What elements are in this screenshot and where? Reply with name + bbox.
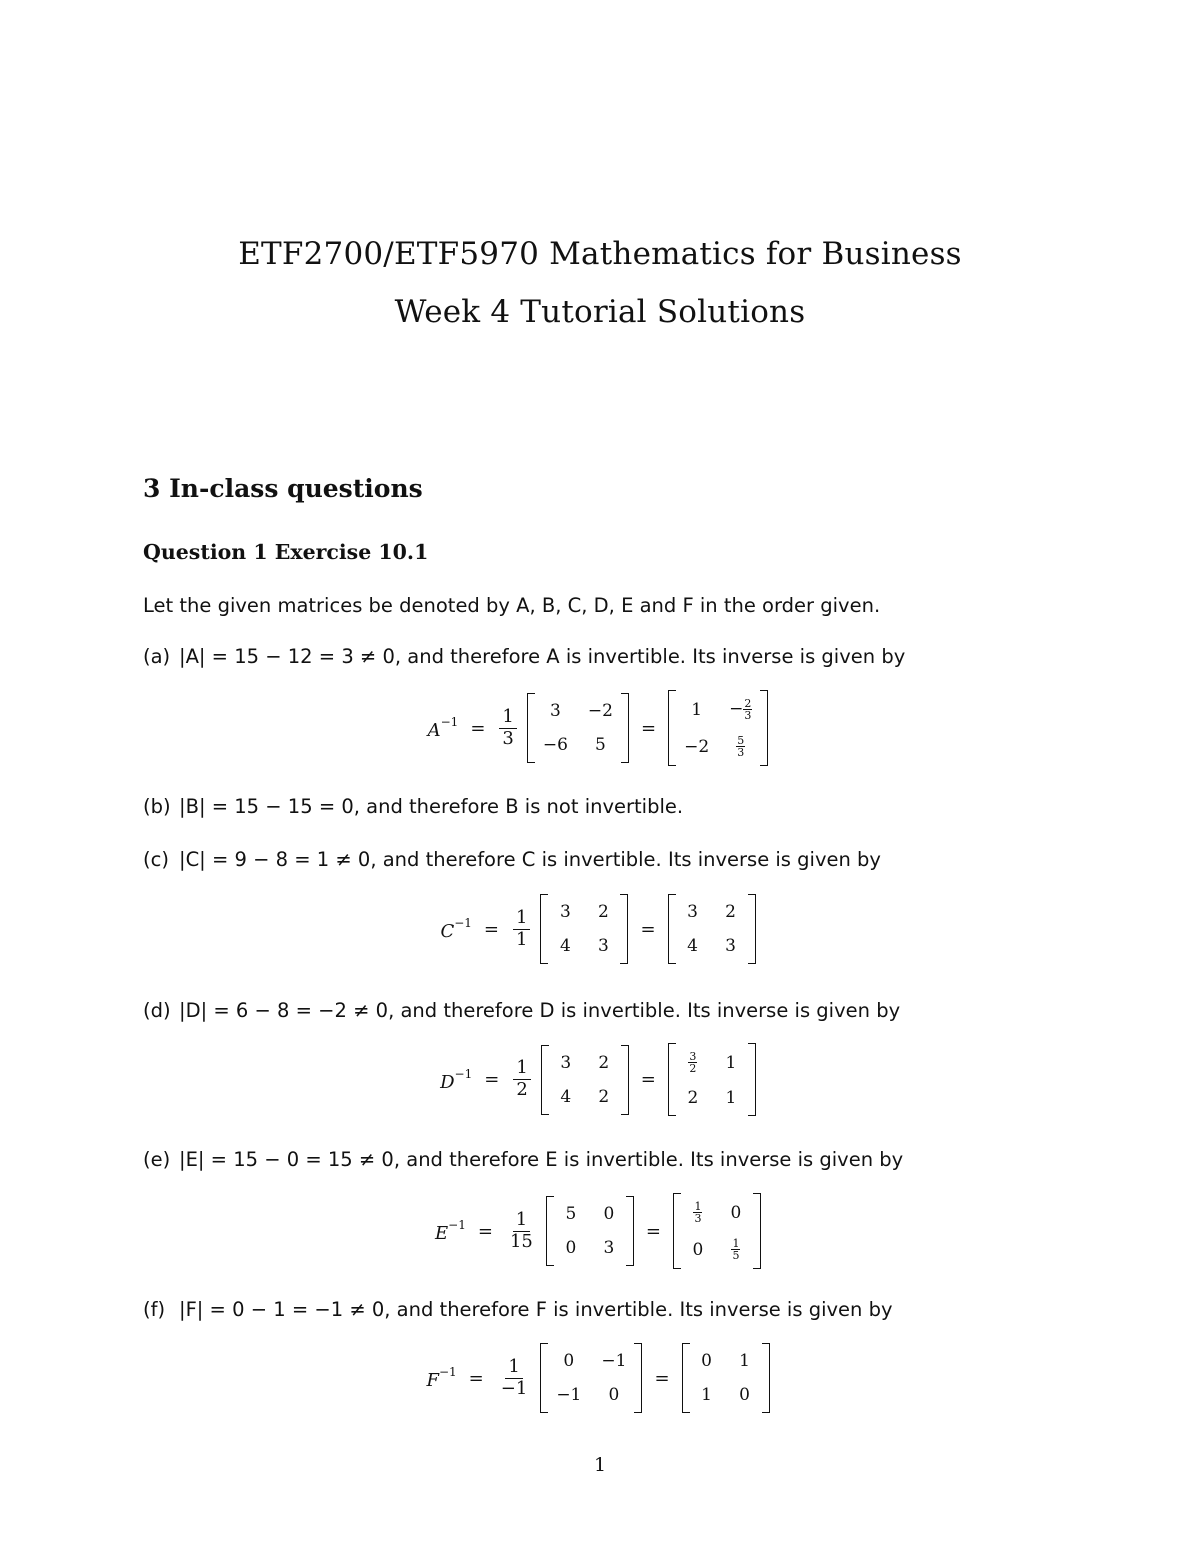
fraction-denominator: 5 [732, 1249, 740, 1262]
fraction-numerator: 5 [737, 734, 745, 747]
right-bracket [760, 690, 768, 766]
matrix-entry: 1 [691, 699, 703, 720]
matrix-entry: −6 [542, 735, 568, 755]
left-bracket [527, 693, 535, 763]
matrix-entry: 0 [563, 1351, 575, 1371]
matrix-body [681, 1193, 753, 1269]
section-heading: 3 In-class questions [143, 474, 423, 503]
left-bracket [540, 1343, 548, 1413]
part-text: |B| = 15 − 15 = 0, and therefore B is not invertible. [179, 795, 684, 818]
fraction-numerator: 2 [744, 697, 752, 710]
part-text: |F| = 0 − 1 = −1 ≠ 0, and therefore F is invertible. Its inverse is given by [179, 1298, 893, 1321]
equals-sign: = [483, 918, 500, 940]
matrix-entry: 0 [739, 1385, 750, 1405]
matrix-entry: 2 [598, 1086, 610, 1107]
inverse-equation [0, 1343, 1200, 1413]
inverse-exponent: −1 [440, 715, 459, 729]
right-bracket [748, 894, 756, 964]
part-statement [143, 999, 900, 1022]
equals-sign: = [640, 1069, 656, 1090]
equals-sign: = [654, 1367, 670, 1389]
left-bracket [668, 894, 676, 964]
adjugate-matrix [541, 1045, 629, 1115]
right-bracket [621, 1045, 629, 1115]
inline-fraction [693, 1201, 702, 1224]
adjugate-matrix [527, 693, 629, 763]
document-title: ETF2700/ETF5970 Mathematics for Business [238, 236, 962, 272]
right-bracket [762, 1343, 770, 1413]
matrix-entry: 0 [565, 1238, 577, 1258]
matrix-entry: −1 [556, 1385, 582, 1405]
part-label: (f) [143, 1298, 166, 1321]
inverse-exponent: −1 [454, 916, 472, 930]
scalar-fraction [513, 908, 530, 950]
question-intro: Let the given matrices be denoted by A, B, C, D, E and F in the order given. [143, 594, 881, 617]
left-bracket [541, 1045, 549, 1115]
fraction-numerator: 3 [689, 1050, 697, 1063]
fraction-denominator: 3 [737, 746, 745, 759]
equals-sign: = [477, 1220, 493, 1242]
matrix-body [676, 894, 748, 964]
right-bracket [626, 1196, 634, 1266]
matrix-entry: 4 [687, 936, 698, 956]
part-statement [143, 645, 905, 668]
scalar-fraction [499, 707, 516, 749]
inverse-exponent: −1 [454, 1066, 473, 1081]
equals-sign: = [468, 1367, 484, 1389]
matrix-body [548, 894, 620, 964]
inverse-symbol: $D^{-1}$ [440, 1066, 473, 1093]
fraction-numerator: 1 [732, 1237, 740, 1250]
matrix-entry: 1 [725, 1052, 737, 1073]
matrix-entry: −2 [684, 736, 710, 757]
left-bracket [540, 894, 548, 964]
question-heading: Question 1 Exercise 10.1 [143, 540, 429, 564]
matrix-entry [732, 735, 750, 758]
part-statement [143, 1298, 893, 1321]
matrix-entry: 2 [598, 902, 609, 922]
scalar-numerator: 1 [499, 707, 516, 729]
inline-fraction [736, 735, 745, 758]
inverse-equation [0, 690, 1200, 766]
matrix-entry: 3 [598, 936, 609, 956]
inverse-matrix [673, 1193, 761, 1269]
scalar-fraction [513, 1058, 530, 1100]
scalar-fraction [498, 1357, 531, 1399]
matrix-body [554, 1196, 626, 1266]
equals-sign: = [645, 1220, 661, 1242]
part-statement [143, 795, 683, 818]
matrix-entry: 3 [725, 936, 736, 956]
matrix-body [549, 1045, 621, 1115]
page-number: 1 [593, 1454, 607, 1476]
adjugate-matrix [546, 1196, 634, 1266]
left-bracket [546, 1196, 554, 1266]
right-bracket [634, 1343, 642, 1413]
matrix-entry: −1 [601, 1351, 627, 1371]
right-bracket [621, 693, 629, 763]
part-statement [143, 848, 881, 871]
scalar-denominator: 1 [516, 928, 528, 950]
matrix-entry: 1 [725, 1088, 737, 1108]
scalar-denominator: −1 [500, 1377, 528, 1399]
inverse-equation [0, 1193, 1200, 1269]
inline-fraction [731, 1238, 740, 1261]
matrix-entry: − $\frac{2}{3}$ [729, 697, 752, 722]
matrix-entry: 0 [603, 1204, 615, 1224]
inverse-equation [0, 894, 1200, 964]
matrix-body [676, 1043, 748, 1116]
document-subtitle: Week 4 Tutorial Solutions [394, 294, 806, 330]
matrix-body [690, 1343, 762, 1413]
scalar-denominator: 15 [509, 1230, 533, 1252]
matrix-body [676, 690, 760, 766]
part-label: (a) [143, 645, 171, 668]
matrix-entry: 0 [701, 1351, 712, 1371]
matrix-entry: 0 [692, 1239, 704, 1260]
inline-fraction [688, 1051, 697, 1074]
part-label: (c) [143, 848, 169, 871]
part-label: (b) [143, 795, 171, 818]
matrix-entry: 1 [701, 1385, 712, 1405]
matrix-entry: 2 [687, 1088, 699, 1108]
inverse-matrix [668, 690, 768, 766]
inverse-symbol: $C^{-1}$ [440, 916, 472, 942]
matrix-body [548, 1343, 634, 1413]
matrix-entry: 0 [730, 1202, 742, 1223]
adjugate-matrix [540, 894, 628, 964]
fraction-denominator: 3 [694, 1212, 702, 1225]
left-bracket [673, 1193, 681, 1269]
matrix-entry [727, 1238, 745, 1261]
right-bracket [748, 1043, 756, 1116]
matrix-body [535, 693, 621, 763]
matrix-entry [684, 1051, 702, 1074]
fraction-denominator: 2 [689, 1062, 697, 1075]
matrix-entry: 2 [598, 1052, 610, 1073]
equals-sign: = [640, 918, 656, 940]
inline-fraction [743, 698, 752, 721]
part-text: |D| = 6 − 8 = −2 ≠ 0, and therefore D is invertible. Its inverse is given by [179, 999, 901, 1022]
inverse-matrix [668, 894, 756, 964]
inverse-symbol: $E^{-1}$ [435, 1218, 466, 1244]
adjugate-matrix [540, 1343, 642, 1413]
right-bracket [753, 1193, 761, 1269]
part-text: |A| = 15 − 12 = 3 ≠ 0, and therefore A is invertible. Its inverse is given by [179, 645, 906, 668]
matrix-entry: 4 [560, 1086, 572, 1107]
part-text: |C| = 9 − 8 = 1 ≠ 0, and therefore C is invertible. Its inverse is given by [179, 848, 881, 871]
matrix-entry: 3 [549, 701, 561, 721]
scalar-denominator: 2 [516, 1079, 528, 1100]
inverse-symbol: $F^{-1}$ [426, 1365, 457, 1391]
matrix-entry: 3 [560, 902, 571, 922]
scalar-denominator: 3 [502, 727, 514, 749]
matrix-entry: 2 [725, 902, 736, 922]
inverse-matrix [668, 1043, 756, 1116]
inverse-exponent: −1 [448, 1218, 466, 1232]
scalar-numerator: 1 [513, 1058, 530, 1080]
scalar-numerator: 1 [505, 1357, 522, 1379]
scalar-numerator: 1 [513, 908, 530, 930]
scalar-numerator: 1 [513, 1210, 530, 1232]
matrix-entry: 0 [608, 1385, 620, 1405]
part-text: |E| = 15 − 0 = 15 ≠ 0, and therefore E is invertible. Its inverse is given by [179, 1148, 904, 1171]
matrix-entry: 1 [739, 1351, 750, 1371]
scalar-fraction [507, 1210, 536, 1252]
fraction-denominator: 3 [744, 709, 752, 722]
inverse-exponent: −1 [438, 1365, 457, 1379]
equals-sign: = [640, 717, 657, 739]
equals-sign: = [470, 717, 486, 739]
matrix-entry: 5 [565, 1204, 577, 1224]
matrix-entry: 3 [560, 1052, 572, 1073]
matrix-entry: 5 [595, 735, 606, 755]
matrix-entry [689, 1201, 707, 1224]
part-label: (d) [143, 999, 171, 1022]
part-label: (e) [143, 1148, 171, 1171]
left-bracket [668, 690, 676, 766]
part-statement [143, 1148, 903, 1171]
right-bracket [620, 894, 628, 964]
fraction-numerator: 1 [694, 1200, 702, 1213]
left-bracket [682, 1343, 690, 1413]
inverse-matrix [682, 1343, 770, 1413]
equals-sign: = [484, 1069, 500, 1090]
matrix-entry: 4 [560, 936, 571, 956]
matrix-entry: −2 [587, 701, 613, 721]
left-bracket [668, 1043, 676, 1116]
inverse-equation [0, 1043, 1200, 1116]
matrix-entry: 3 [603, 1238, 615, 1258]
inverse-symbol: $A^{-1}$ [427, 715, 459, 741]
matrix-entry: 3 [687, 902, 698, 922]
